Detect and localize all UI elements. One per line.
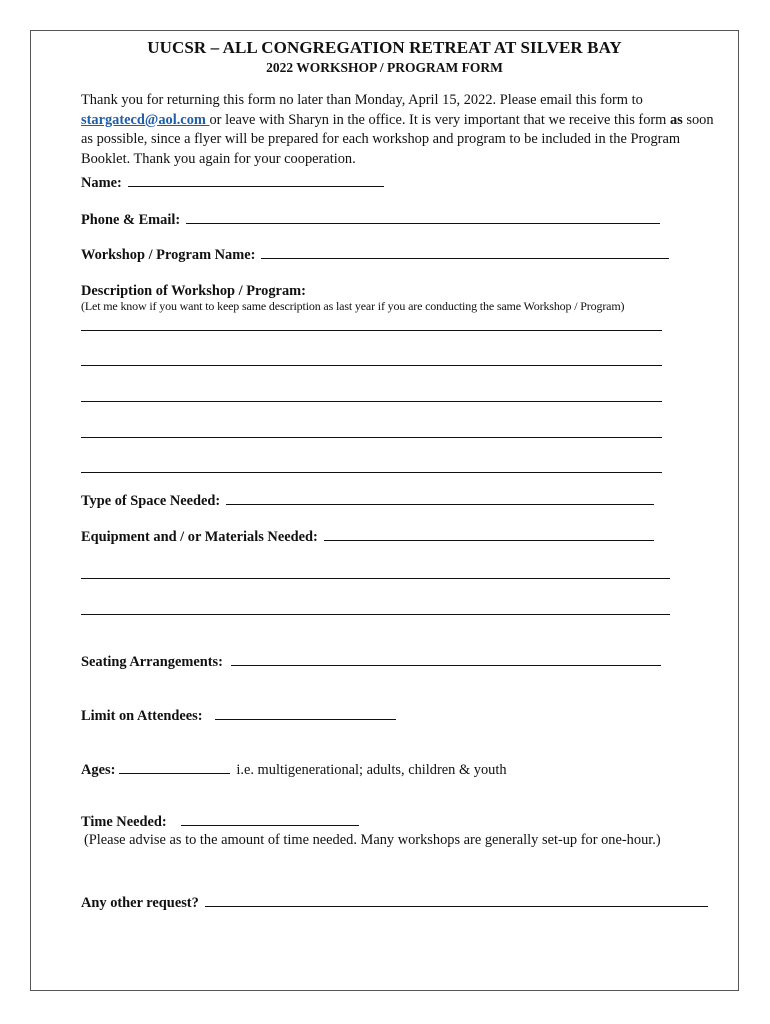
workshop-name-field[interactable]: [261, 246, 669, 259]
limit-row: [81, 707, 396, 725]
other-request-field[interactable]: [205, 894, 708, 907]
description-line-3[interactable]: [81, 401, 662, 402]
name-row: [81, 174, 384, 192]
time-field[interactable]: [181, 813, 359, 826]
form-title: UUCSR – ALL CONGREGATION RETREAT AT SILVER BAY: [147, 38, 622, 57]
equipment-line-2[interactable]: [81, 578, 670, 579]
ages-hint: i.e. multigenerational; adults, children & youth: [236, 762, 507, 778]
intro-text-3: soon as possible, since a flyer will be prepared for each workshop and program to be included in the Program Booklet. Thank you again for your cooperation.: [81, 111, 714, 167]
workshop-name-row: [81, 246, 669, 264]
intro-text-1: Thank you for returning this form no later than Monday, April 15, 2022. Please email this form to: [81, 92, 643, 108]
description-note: (Let me know if you want to keep same description as last year if you are conducting the same Workshop / Program): [81, 299, 625, 313]
time-note: (Please advise as to the amount of time needed. Many workshops are generally set-up for one-hour.): [84, 832, 661, 848]
phone-email-label: Phone & Email:: [81, 212, 181, 228]
other-request-row: [81, 894, 708, 912]
workshop-name-label: Workshop / Program Name:: [81, 247, 256, 263]
limit-label: Limit on Attendees:: [81, 708, 203, 724]
intro-text-2: or leave with Sharyn in the office. It is very important that we receive this form: [209, 111, 670, 128]
equipment-row: [81, 528, 654, 546]
space-row: [81, 492, 654, 510]
description-line-5[interactable]: [81, 472, 662, 473]
description-line-2[interactable]: [81, 365, 662, 366]
limit-field[interactable]: [215, 707, 396, 720]
phone-email-field[interactable]: [186, 211, 660, 224]
equipment-field[interactable]: [324, 528, 654, 541]
description-label: Description of Workshop / Program:: [81, 283, 306, 299]
description-line-1[interactable]: [81, 330, 662, 331]
other-request-label: Any other request?: [81, 895, 199, 911]
ages-label: Ages:: [81, 762, 116, 778]
time-row: [81, 813, 359, 831]
intro-bold-word: as: [669, 111, 683, 128]
ages-field[interactable]: [119, 761, 230, 774]
name-label: Name:: [81, 175, 122, 191]
equipment-label: Equipment and / or Materials Needed:: [81, 529, 318, 545]
equipment-line-3[interactable]: [81, 614, 670, 615]
description-line-4[interactable]: [81, 437, 662, 438]
seating-row: [81, 653, 661, 671]
seating-field[interactable]: [231, 653, 661, 666]
seating-label: Seating Arrangements:: [81, 654, 223, 670]
time-label: Time Needed:: [81, 814, 167, 830]
email-link[interactable]: stargatecd@aol.com: [81, 111, 210, 128]
intro-paragraph: [81, 91, 721, 169]
space-field[interactable]: [226, 492, 654, 505]
description-row: [81, 283, 306, 300]
ages-row: [81, 761, 507, 779]
form-subtitle: 2022 WORKSHOP / PROGRAM FORM: [266, 60, 503, 75]
phone-email-row: [81, 211, 660, 229]
name-field[interactable]: [128, 174, 384, 187]
space-label: Type of Space Needed:: [81, 493, 221, 509]
